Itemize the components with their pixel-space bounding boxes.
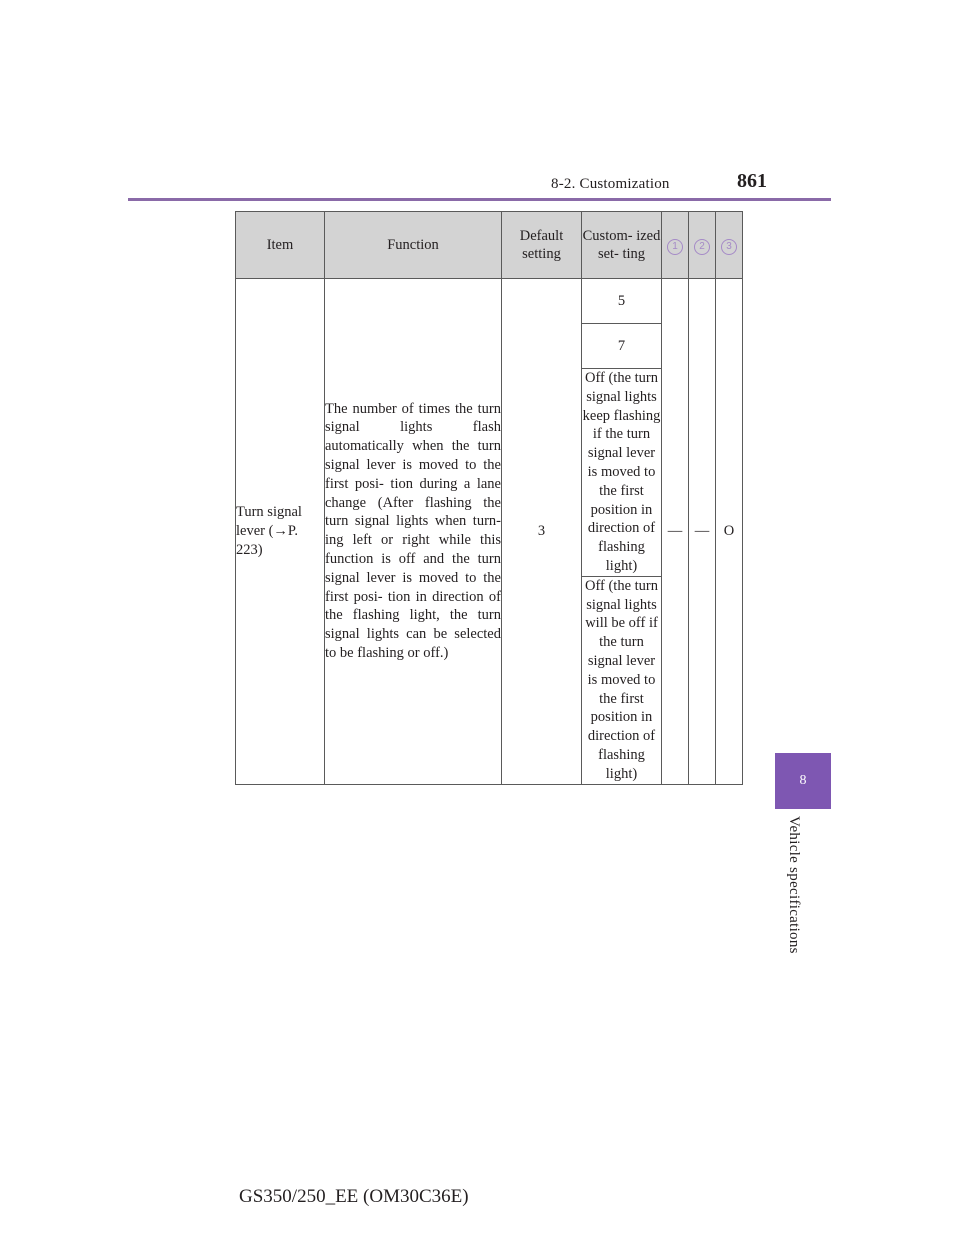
mark-col-2: — <box>689 279 716 785</box>
section-title: 8-2. Customization <box>551 176 670 192</box>
circled-1-icon: 1 <box>667 239 683 255</box>
header-rule <box>128 198 831 201</box>
table-row <box>236 279 743 324</box>
header-col-2 <box>689 212 716 279</box>
custom-option-1: 5 <box>582 279 662 324</box>
header-function: Function <box>325 212 502 279</box>
chapter-title: Vehicle specifications <box>786 816 802 954</box>
table-header-row <box>236 212 743 279</box>
header-default-setting: Default setting <box>502 212 582 279</box>
header-col-1 <box>662 212 689 279</box>
custom-option-3: Off (the turn signal lights keep flashing if the turn signal lever is moved to the first position in direction of flashing light) <box>582 369 662 577</box>
default-cell: 3 <box>502 279 582 785</box>
header-customized-setting: Custom- ized set- ting <box>582 212 662 279</box>
model-code: GS350/250_EE (OM30C36E) <box>239 1186 469 1207</box>
mark-col-1: — <box>662 279 689 785</box>
page-number: 861 <box>737 170 767 192</box>
header-col-3 <box>716 212 743 279</box>
function-cell: The number of times the turn signal lights flash automatically when the turn signal lever is moved to the first posi- tion during a lane change (After flashing the turn signal lights when turn- ing left or right while this function is off and the turn signal lever is moved to the first posi- tion in direction of the flashing light, the turn signal lights can be selected to be flashing or off.) <box>325 279 502 785</box>
chapter-number: 8 <box>799 773 807 788</box>
circled-2-icon: 2 <box>694 239 710 255</box>
customization-table <box>235 211 743 785</box>
mark-col-3: O <box>716 279 743 785</box>
chapter-tab <box>775 753 831 809</box>
circled-3-icon: 3 <box>721 239 737 255</box>
item-cell: Turn signal lever (→P. 223) <box>236 279 325 785</box>
custom-option-2: 7 <box>582 324 662 369</box>
header-item: Item <box>236 212 325 279</box>
custom-option-4: Off (the turn signal lights will be off if the turn signal lever is moved to the first position in direction of flashing light) <box>582 576 662 784</box>
